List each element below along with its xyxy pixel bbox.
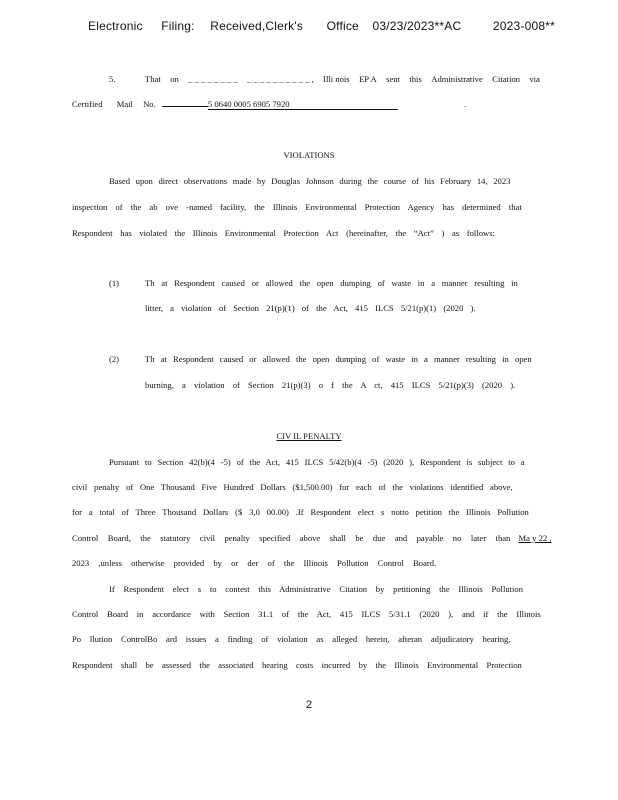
header-received: Received,Clerk's	[210, 19, 304, 33]
violations-para-line: inspection of the ab ove -named facility, the Illinois Environmental Protection Agency has determined that	[72, 202, 522, 212]
penalty-para-line: Respondent shall be assessed the associated hearing costs incurred by the Illinois Environmental Protection	[72, 660, 522, 670]
violation-number: (2)	[109, 354, 120, 364]
item5-word: Administrative	[431, 74, 483, 84]
item5-word: Mail	[116, 99, 133, 109]
penalty-para-line: Pursuant to Section 42(b)(4 -5) of the Act, 415 ILCS 5/42(b)(4 -5) (2020 ), Respondent is subject to a	[109, 457, 525, 467]
item5-word: Citation	[492, 74, 520, 84]
header-office: Office	[326, 19, 359, 33]
penalty-text: Control Board, the statutory civil penalty specified above shall be due and payable no later than	[72, 533, 511, 543]
item5-word: via	[529, 74, 540, 84]
header-date: 03/23/2023**AC	[372, 19, 462, 33]
item5-line2	[72, 99, 466, 110]
item5-number: 5.	[109, 74, 116, 84]
due-date: Ma y 22 ,	[518, 533, 552, 543]
item5-word: That	[145, 74, 161, 84]
violation-text: burning, a violation of Section 21(p)(3) o f the A ct, 415 ILCS 5/21(p)(3) (2020 ).	[145, 380, 516, 390]
item5-word: on	[170, 74, 179, 84]
header-electronic: Electronic	[88, 19, 143, 33]
page-number: 2	[305, 699, 313, 711]
item5-word: sent	[386, 74, 400, 84]
item5-word: EP A	[359, 74, 377, 84]
penalty-para-line: Control Board in accordance with Section 31.1 of the Act, 415 ILCS 5/31.1 (2020 ), and if the Illinois	[72, 609, 541, 619]
violations-para-line: Respondent has violated the Illinois Environmental Protection Act (hereinafter, the “Act” ) as follows:	[72, 228, 495, 238]
violations-para-line: Based upon direct observations made by Douglas Johnson during the course of his February 14, 2023	[109, 176, 511, 186]
penalty-para-line	[72, 533, 551, 543]
civil-penalty-heading: CIV IL PENALTY	[276, 431, 342, 441]
violation-text: litter, a violation of Section 21(p)(1) of the Act, 415 ILCS 5/21(p)(1) (2020 ).	[145, 303, 476, 313]
item5-period: .	[464, 99, 467, 109]
header-docket: 2023-008**	[492, 19, 555, 33]
filing-header	[88, 19, 555, 33]
penalty-para-line: Po llution ControlBo ard issues a finding of violation as alleged herein, afteran adjudicatory hearing,	[72, 634, 511, 644]
penalty-para-line: If Respondent elect s to contest this Administrative Citation by petitioning the Illinois Pollution	[109, 584, 524, 594]
item5-word: Illi nois	[323, 74, 350, 84]
item5-line1	[145, 74, 540, 84]
penalty-para-line: for a total of Three Thousand Dollars ($ 3,0 00.00) .If Respondent elect s notto petition the Illinois Pollution	[72, 507, 529, 517]
violation-number: (1)	[109, 278, 120, 288]
tracking-number: 5 0640 0005 6905 7920	[208, 99, 398, 110]
date-blank: _ _ _ _ _ _ _ _	[188, 74, 238, 84]
item5-word: Certified	[72, 99, 103, 109]
item5-word: No.	[143, 99, 156, 109]
tracking-blank	[162, 106, 208, 107]
violation-text: Th at Respondent caused or allowed the open dumping of waste in a manner resulting in	[145, 278, 518, 288]
item5-word: this	[409, 74, 422, 84]
penalty-para-line: civil penalty of One Thousand Five Hundred Dollars ($1,500.00) for each of the violations identified above,	[72, 482, 513, 492]
penalty-para-line: 2023 ,unless otherwise provided by or der of the Illinois Pollution Control Board.	[72, 558, 437, 568]
header-filing: Filing:	[161, 19, 195, 33]
date-blank: _ _ _ _ _ _ _ _ _ _ ,	[247, 74, 314, 84]
violations-heading: VIOLATIONS	[283, 150, 335, 160]
violation-text: Th at Respondent caused or allowed the open dumping of waste in a manner resulting in open	[145, 354, 532, 364]
